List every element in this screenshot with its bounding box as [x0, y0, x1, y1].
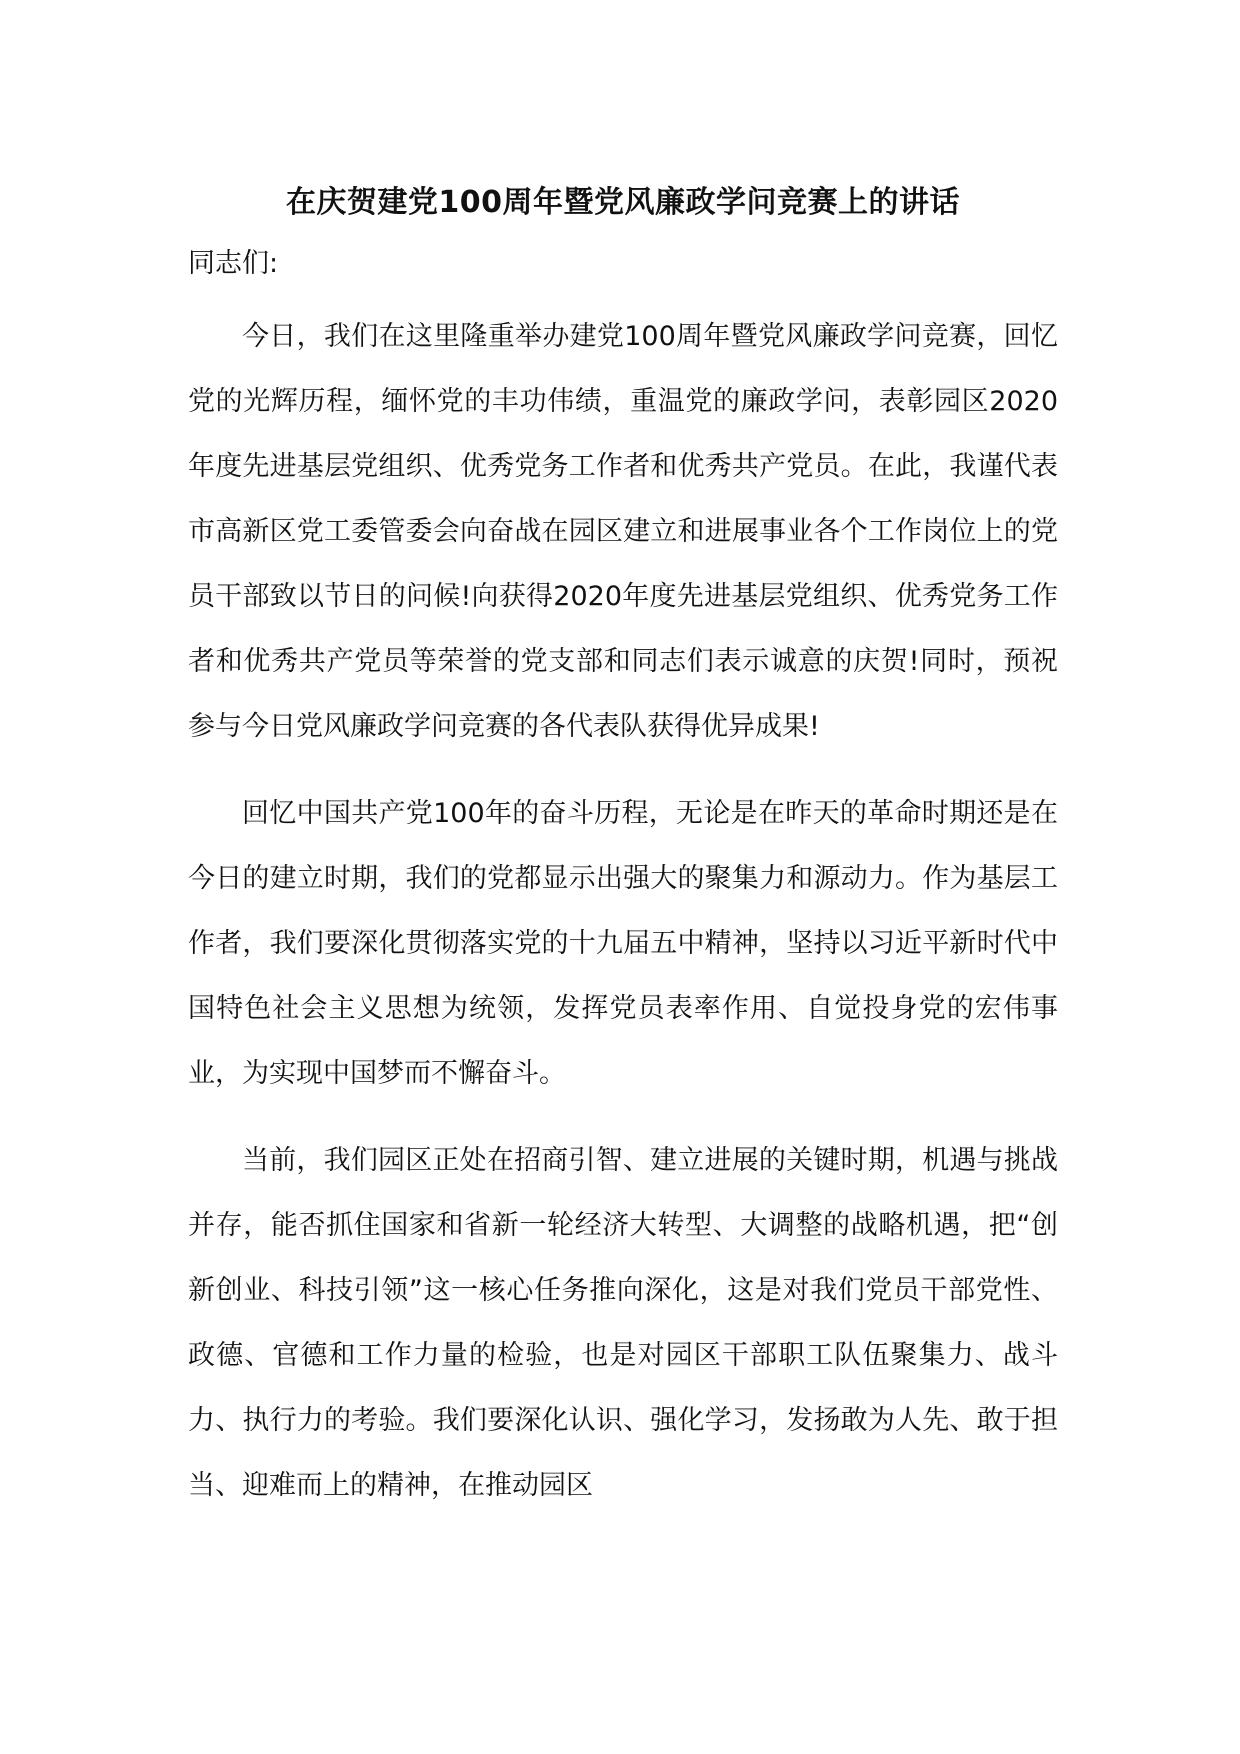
paragraph-1: 今日，我们在这里隆重举办建党100周年暨党风廉政学问竞赛，回忆党的光辉历程，缅怀党的丰功伟绩，重温党的廉政学问，表彰园区2020年度先进基层党组织、优秀党务工作者和优秀共产党员。在此，我谨代表市高新区党工委管委会向奋战在园区建立和进展事业各个工作岗位上的党员干部致以节日的问候!向获得2020年度先进基层党组织、优秀党务工作者和优秀共产党员等荣誉的党支部和同志们表示诚意的庆贺!同时，预祝参与今日党风廉政学问竞赛的各代表队获得优异成果!: [188, 321, 1058, 742]
paragraph-2: 回忆中国共产党100年的奋斗历程，无论是在昨天的革命时期还是在今日的建立时期，我们的党都显示出强大的聚集力和源动力。作为基层工作者，我们要深化贯彻落实党的十九届五中精神，坚持以习近平新时代中国特色社会主义思想为统领，发挥党员表率作用、自觉投身党的宏伟事业，为实现中国梦而不懈奋斗。: [188, 798, 1058, 1089]
paragraph-3: 当前，我们园区正处在招商引智、建立进展的关键时期，机遇与挑战并存，能否抓住国家和省新一轮经济大转型、大调整的战略机遇，把“创新创业、科技引领”这一核心任务推向深化，这是对我们党员干部党性、政德、官德和工作力量的检验，也是对园区干部职工队伍聚集力、战斗力、执行力的考验。我们要深化认识、强化学习，发扬敢为人先、敢于担当、迎难而上的精神，在推动园区: [188, 1145, 1058, 1501]
document-body: [188, 178, 1058, 1518]
document-title: 在庆贺建党100周年暨党风廉政学问竞赛上的讲话: [285, 185, 961, 220]
greeting: 同志们:: [188, 248, 279, 279]
